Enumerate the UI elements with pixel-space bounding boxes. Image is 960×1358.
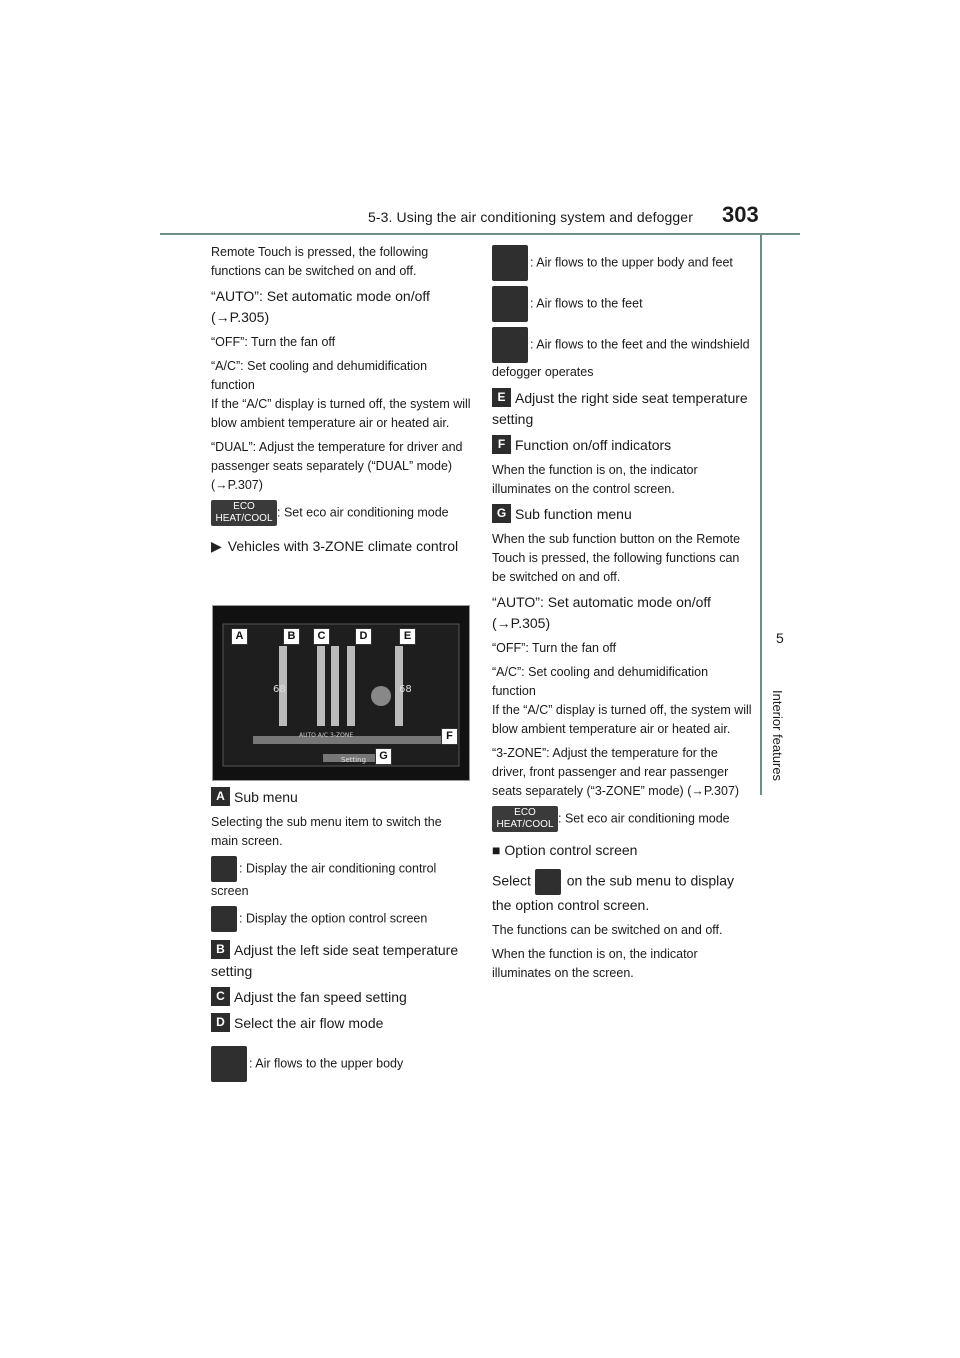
ac-control-icon bbox=[211, 856, 237, 882]
functions-paragraph: The functions can be switched on and off. bbox=[492, 923, 723, 937]
square-bullet-icon: ■ bbox=[492, 842, 505, 858]
a-icon2-item: : Display the option control screen bbox=[211, 906, 471, 932]
eco-heat-cool-icon: ECO HEAT/COOL bbox=[211, 500, 277, 526]
label-e: E bbox=[399, 628, 416, 645]
side-rule bbox=[760, 235, 762, 795]
label-d: D bbox=[355, 628, 372, 645]
ac-text: “A/C”: Set cooling and dehumidification function bbox=[211, 359, 428, 392]
c-heading: C Adjust the fan speed setting bbox=[211, 987, 471, 1008]
label-b: B bbox=[283, 628, 300, 645]
d-icon2-item: : Air flows to the upper body and feet bbox=[492, 245, 752, 281]
header-rule bbox=[160, 233, 800, 235]
ac-note: If the “A/C” display is turned off, the system will blow ambient temperature air or heated air. bbox=[211, 397, 471, 430]
a-heading: A Sub menu bbox=[211, 787, 471, 808]
auto-item-right: “AUTO”: Set automatic mode on/off (→P.305) bbox=[492, 594, 711, 631]
g-desc: When the sub function button on the Remote Touch is pressed, the following functions can be switched on and off. bbox=[492, 532, 741, 584]
eco-text: : Set eco air conditioning mode bbox=[277, 505, 449, 520]
setting-label: Setting bbox=[341, 756, 367, 764]
eco-heat-cool-icon: ECO HEAT/COOL bbox=[492, 806, 558, 832]
eco-item-right: ECO HEAT/COOL : Set eco air conditioning mode bbox=[492, 806, 752, 832]
g-heading: G Sub function menu bbox=[492, 504, 752, 525]
select-instruction: Select on the sub menu to display the option control screen. bbox=[492, 869, 752, 916]
more-options-icon bbox=[535, 869, 561, 895]
f-heading: F Function on/off indicators bbox=[492, 435, 752, 456]
option-heading: ■ Option control screen bbox=[492, 842, 638, 858]
chapter-number: 5 bbox=[776, 630, 784, 646]
airflow-upper-body-icon bbox=[211, 1046, 247, 1082]
section-header: 5-3. Using the air conditioning system and defogger bbox=[368, 209, 693, 225]
airflow-feet-icon bbox=[492, 286, 528, 322]
ac-item bbox=[211, 357, 471, 433]
d-icon3-item: : Air flows to the feet bbox=[492, 286, 752, 322]
climate-screen-graphic bbox=[213, 606, 469, 780]
airflow-upper-body-feet-icon bbox=[492, 245, 528, 281]
label-f: F bbox=[441, 728, 458, 745]
e-heading: E Adjust the right side seat temperature setting bbox=[492, 390, 748, 427]
zone-item: “3-ZONE”: Adjust the temperature for the driver, front passenger and rear passenger seats separately (“3-ZONE” mode) (→P.307) bbox=[492, 746, 740, 798]
page-number: 303 bbox=[722, 202, 759, 227]
auto-item: “AUTO”: Set automatic mode on/off (→P.305) bbox=[211, 288, 430, 325]
mode-row: AUTO A/C 3-ZONE bbox=[299, 732, 354, 739]
more-options-icon bbox=[211, 906, 237, 932]
a-icon1-item: : Display the air conditioning control screen bbox=[211, 856, 471, 901]
paragraph: Remote Touch is pressed, the following functions can be switched on and off. bbox=[211, 245, 429, 278]
label-a: A bbox=[231, 628, 248, 645]
left-column-lower bbox=[211, 787, 471, 1087]
d-icon4-item: : Air flows to the feet and the windshield defogger operates bbox=[492, 327, 752, 382]
f-desc: When the function is on, the indicator illuminates on the control screen. bbox=[492, 463, 698, 496]
eco-item bbox=[211, 500, 471, 526]
chapter-label: Interior features bbox=[770, 690, 785, 782]
off-item: “OFF”: Turn the fan off bbox=[211, 335, 336, 349]
a-desc: Selecting the sub menu item to switch the main screen. bbox=[211, 815, 442, 848]
d-heading: D Select the air flow mode bbox=[211, 1013, 471, 1034]
temp-right: 68 bbox=[399, 684, 412, 695]
vehicles-heading: ▶ Vehicles with 3-ZONE climate control bbox=[211, 538, 459, 554]
indicator-paragraph: When the function is on, the indicator illuminates on the screen. bbox=[492, 947, 698, 980]
airflow-feet-defogger-icon bbox=[492, 327, 528, 363]
climate-screen-illustration bbox=[212, 605, 470, 781]
ac-item-right: “A/C”: Set cooling and dehumidification function If the “A/C” display is turned off, the system will blow ambient temperature air or heated air. bbox=[492, 665, 752, 736]
label-g: G bbox=[375, 748, 392, 765]
b-heading: B Adjust the left side seat temperature setting bbox=[211, 942, 459, 979]
label-c: C bbox=[313, 628, 330, 645]
left-column bbox=[211, 243, 471, 562]
right-column bbox=[492, 245, 752, 988]
dual-item: “DUAL”: Adjust the temperature for driver and passenger seats separately (“DUAL” mode) (→P.307) bbox=[211, 440, 463, 492]
triangle-bullet-icon: ▶ bbox=[211, 538, 222, 554]
d-icon1-item: : Air flows to the upper body bbox=[211, 1046, 471, 1082]
off-item-right: “OFF”: Turn the fan off bbox=[492, 641, 617, 655]
temp-left: 68 bbox=[273, 684, 286, 695]
